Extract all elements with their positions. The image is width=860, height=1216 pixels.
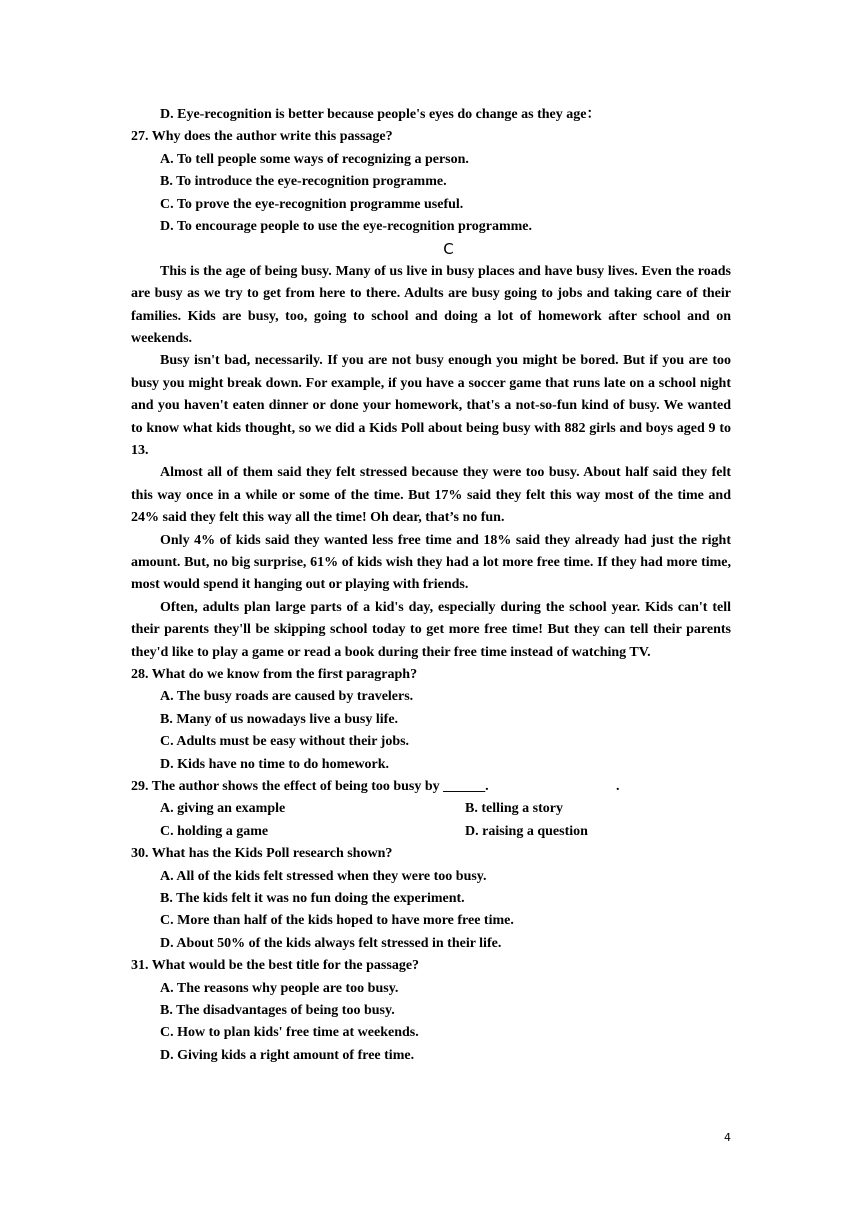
q29-trailing-mark: . <box>616 779 620 794</box>
q29-options-row-1 <box>131 798 731 820</box>
q31-question: 31. What would be the best title for the passage? <box>131 958 420 974</box>
q31-option-c: C. How to plan kids' free time at weekends. <box>160 1025 419 1041</box>
q29-option-b: B. telling a story <box>465 801 563 817</box>
q30-option-d: D. About 50% of the kids always felt stressed in their life. <box>160 935 502 951</box>
q30-option-c: C. More than half of the kids hoped to have more free time. <box>160 913 514 929</box>
q28-option-c: C. Adults must be easy without their jobs. <box>160 734 410 750</box>
q29-options-row-2 <box>131 821 731 843</box>
q30-option-a: A. All of the kids felt stressed when they were too busy. <box>160 868 487 884</box>
q31-option-d: D. Giving kids a right amount of free time. <box>160 1047 415 1063</box>
q27-option-c: C. To prove the eye-recognition programme useful. <box>160 196 464 212</box>
q28-option-b: B. Many of us nowadays live a busy life. <box>160 711 399 727</box>
passage-paragraph-5: Often, adults plan large parts of a kid's day, especially during the school year. Kids can't tell their parents they'll be skipping school today to get more free time! But they can tell their parents they'd like to play a game or read a book during their free time instead of watching TV. <box>131 599 731 660</box>
q27-option-d: D. To encourage people to use the eye-recognition programme. <box>160 218 532 234</box>
passage-paragraph-3: Almost all of them said they felt stressed because they were too busy. About half said they felt this way once in a while or some of the time. But 17% said they felt this way most of the time and 24% said they felt this way all the time! Oh dear, that’s no fun. <box>131 465 731 526</box>
q30-question: 30. What has the Kids Poll research shown? <box>131 846 393 862</box>
q31-option-a: A. The reasons why people are too busy. <box>160 980 399 996</box>
passage-paragraph-2: Busy isn't bad, necessarily. If you are not busy enough you might be bored. But if you are too busy you might break down. For example, if you have a soccer game that runs late on a school night and you haven't eaten dinner or done your homework, that's a not-so-fun kind of busy. We wanted to know what kids thought, so we did a Kids Poll about being busy with 882 girls and boys aged 9 to 13. <box>131 353 731 458</box>
page-number: 4 <box>724 1131 731 1144</box>
q27-option-b: B. To introduce the eye-recognition programme. <box>160 174 447 190</box>
q29-option-d: D. raising a question <box>465 823 588 839</box>
q28-question: 28. What do we know from the first paragraph? <box>131 667 418 683</box>
passage-paragraph-1: This is the age of being busy. Many of us live in busy places and have busy lives. Even the roads are busy as we try to get from here to there. Adults are busy going to jobs and taking care of their families. Kids are busy, too, going to school and doing a lot of homework after school and on weekends. <box>131 263 731 346</box>
passage-paragraph-4: Only 4% of kids said they wanted less free time and 18% said they already had just the right amount. But, no big surprise, 61% of kids wish they had a lot more free time. If they had more time, most would spend it hanging out or playing with friends. <box>131 532 731 593</box>
q28-option-d: D. Kids have no time to do homework. <box>160 756 390 772</box>
q29-option-a: A. giving an example <box>160 801 286 817</box>
q29-option-c: C. holding a game <box>160 823 269 839</box>
exam-page <box>131 104 731 1067</box>
q29-question-row <box>131 776 731 798</box>
q26-option-d: D. Eye-recognition is better because people's eyes do change as they age： <box>160 107 601 122</box>
q28-option-a: A. The busy roads are caused by travelers. <box>160 689 414 705</box>
q27-option-a: A. To tell people some ways of recognizing a person. <box>160 151 469 167</box>
q31-option-b: B. The disadvantages of being too busy. <box>160 1002 395 1018</box>
q30-option-b: B. The kids felt it was no fun doing the experiment. <box>160 890 465 906</box>
q27-question: 27. Why does the author write this passage? <box>131 129 393 145</box>
section-letter: C <box>443 240 454 259</box>
q29-question: 29. The author shows the effect of being too busy by ______. <box>131 779 489 794</box>
